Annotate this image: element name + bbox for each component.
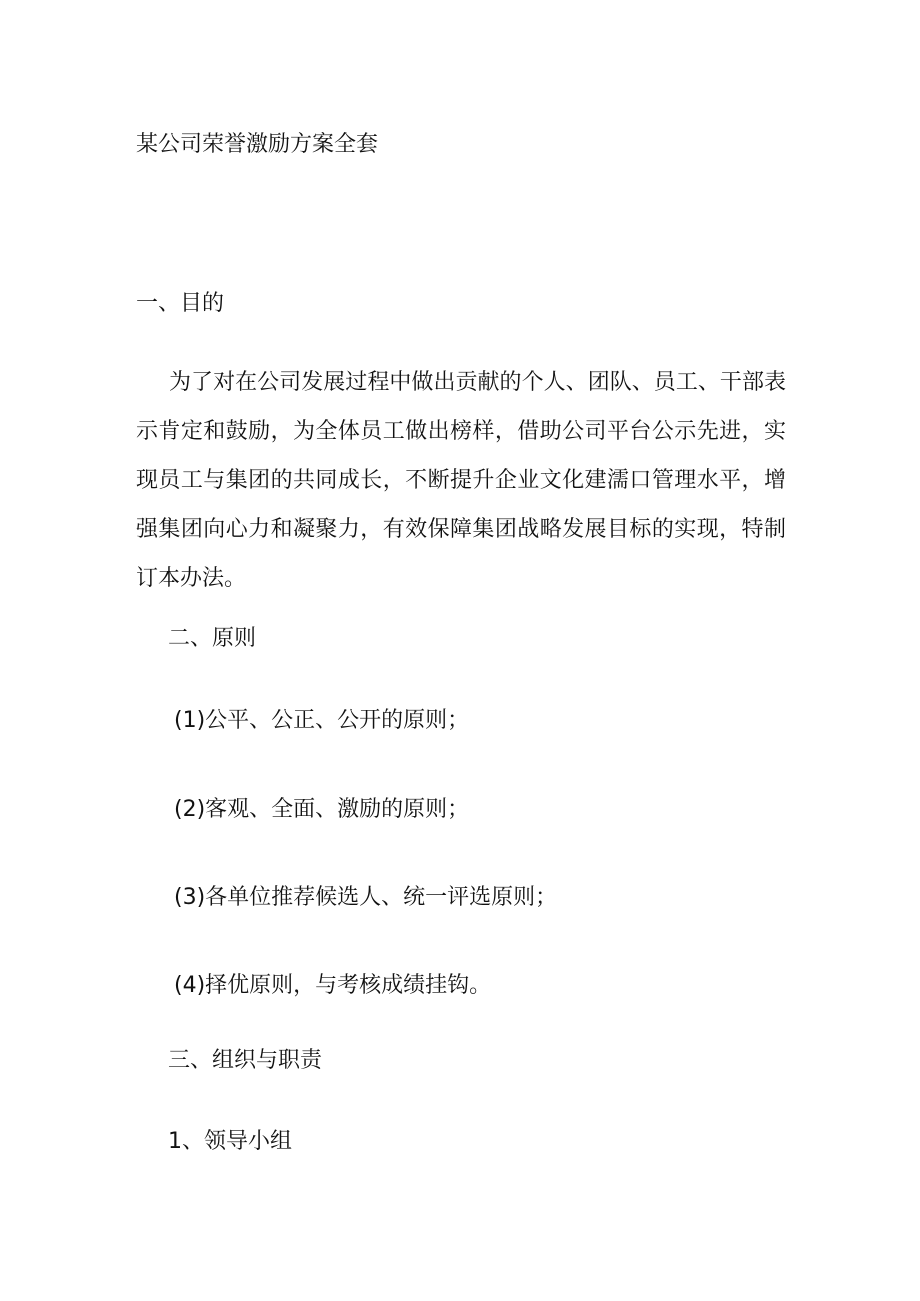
subheading-leadership-group: 1、领导小组 [168,1129,292,1154]
purpose-paragraph: 为了对在公司发展过程中做出贡献的个人、团队、员工、干部表示肯定和鼓励，为全体员工做出榜样，借助公司平台公示先进，实现员工与集团的共同成长，不断提升企业文化建濡口管理水平，增强集团向心力和凝聚力，有效保障集团战略发展目标的实现，特制订本办法。 [136,370,786,591]
section-heading-organization: 三、组织与职责 [168,1048,323,1073]
document-title: 某公司荣誉激励方案全套 [136,132,379,157]
principle-item-2: (2)客观、全面、激励的原则； [174,797,470,822]
section-heading-purpose: 一、目的 [136,291,225,316]
principle-item-4: (4)择优原则，与考核成绩挂钩。 [174,973,492,998]
principle-item-1: (1)公平、公正、公开的原则； [174,708,470,733]
principle-item-3: (3)各单位推荐候选人、统一评选原则； [174,885,558,910]
section-heading-principles: 二、原则 [168,626,257,651]
